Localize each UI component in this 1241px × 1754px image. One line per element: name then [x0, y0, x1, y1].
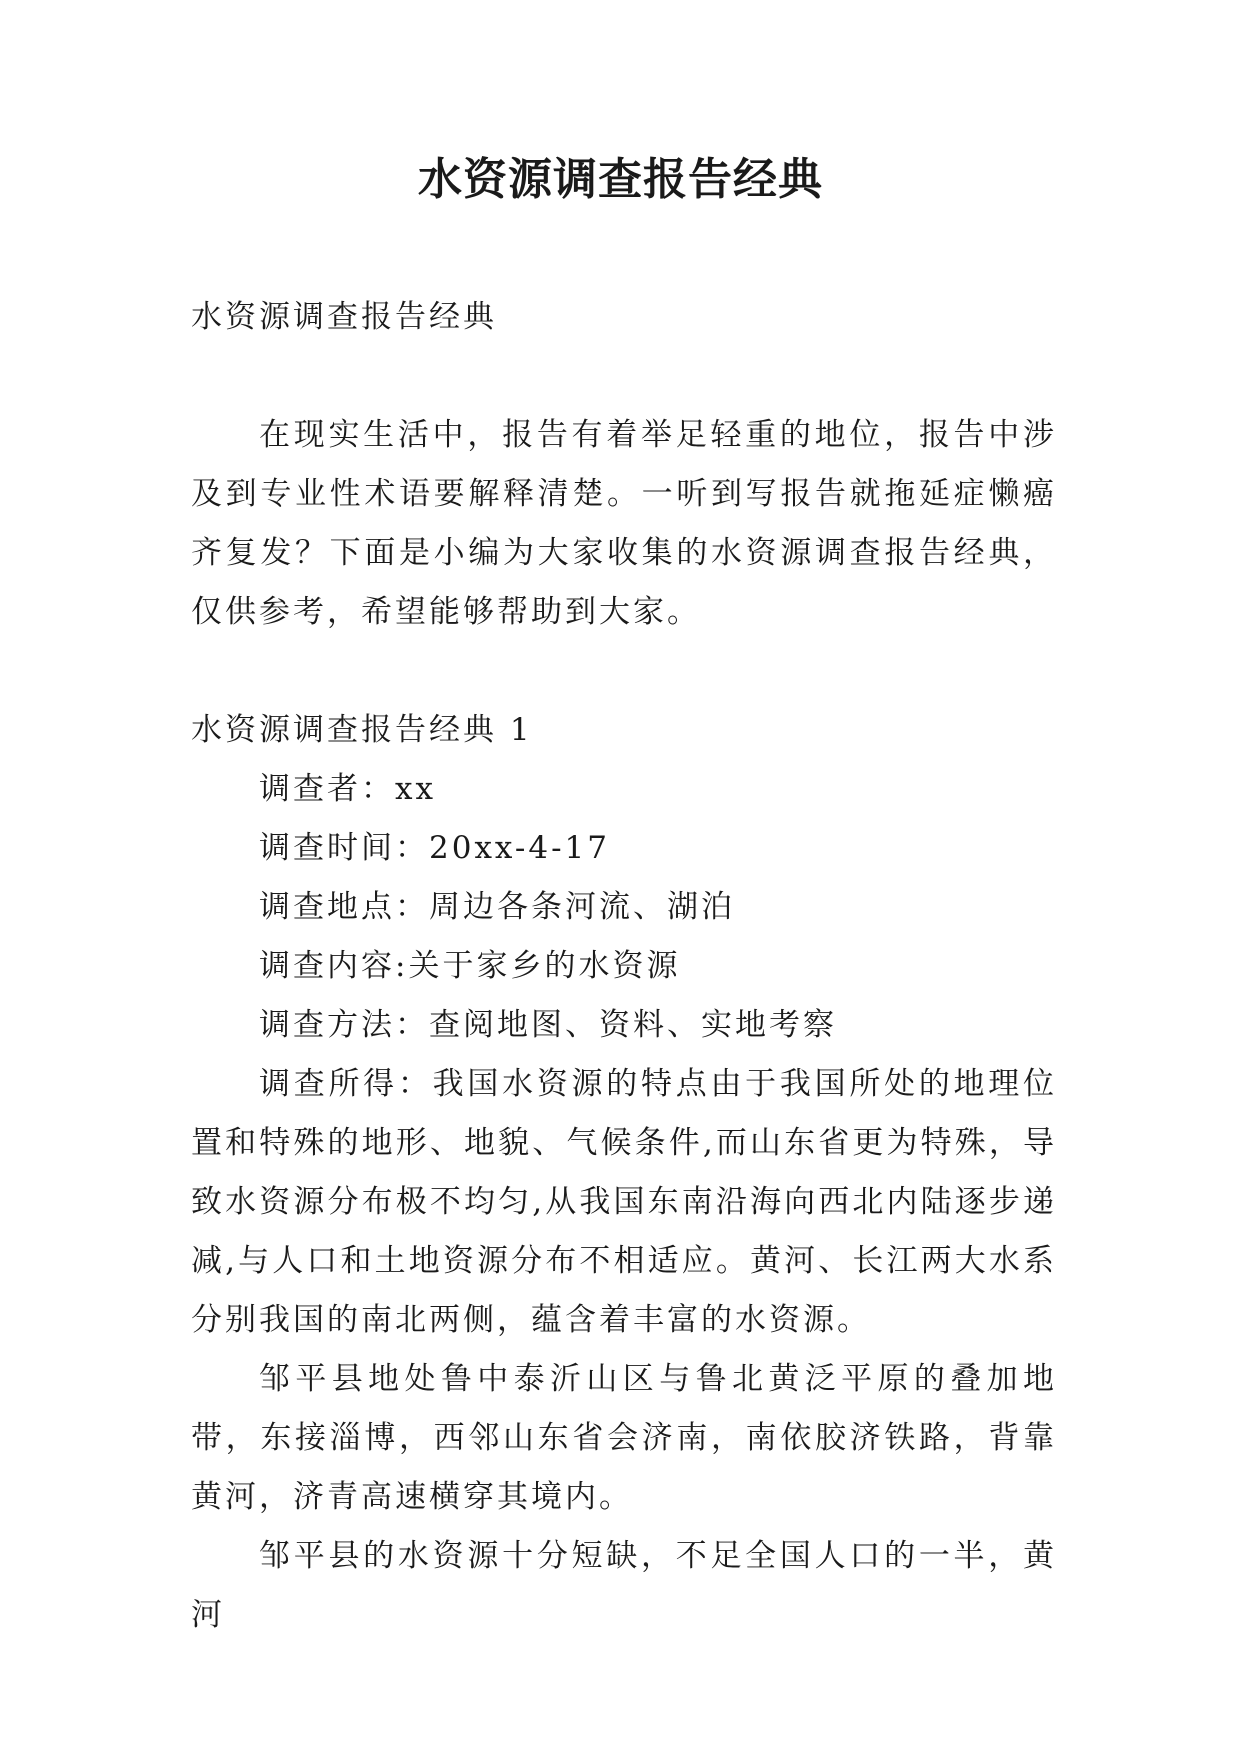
paragraph-gap [191, 642, 1057, 701]
survey-location-line: 调查地点：周边各条河流、湖泊 [259, 889, 735, 925]
survey-time-line: 调查时间：20xx-4-17 [259, 830, 610, 866]
zouping-paragraph: 邹平县地处鲁中泰沂山区与鲁北黄泛平原的叠加地带，东接淄博，西邻山东省会济南，南依胶济铁路，背靠黄河，济青高速横穿其境内。 [191, 1361, 1057, 1515]
water-shortage-paragraph: 邹平县的水资源十分短缺，不足全国人口的一半，黄河 [191, 1538, 1057, 1633]
survey-findings-paragraph: 调查所得：我国水资源的特点由于我国所处的地理位置和特殊的地形、地貌、气候条件,而山东省更为特殊，导致水资源分布极不均匀,从我国东南沿海向西北内陆逐步递减,与人口和土地资源分布不相适应。黄河、长江两大水系分别我国的南北两侧，蕴含着丰富的水资源。 [191, 1066, 1057, 1338]
document-subtitle: 水资源调查报告经典 [191, 299, 497, 335]
section-heading: 水资源调查报告经典 1 [191, 712, 533, 748]
document-body [191, 288, 1057, 1645]
document-title: 水资源调查报告经典 [418, 154, 823, 205]
intro-paragraph: 在现实生活中，报告有着举足轻重的地位，报告中涉及到专业性术语要解释清楚。一听到写报告就拖延症懒癌齐复发？下面是小编为大家收集的水资源调查报告经典，仅供参考，希望能够帮助到大家。 [191, 417, 1057, 630]
survey-method-line: 调查方法：查阅地图、资料、实地考察 [259, 1007, 837, 1043]
paragraph-gap [191, 347, 1057, 406]
investigator-line: 调查者：xx [259, 771, 436, 807]
survey-content-line: 调查内容:关于家乡的水资源 [259, 948, 681, 984]
